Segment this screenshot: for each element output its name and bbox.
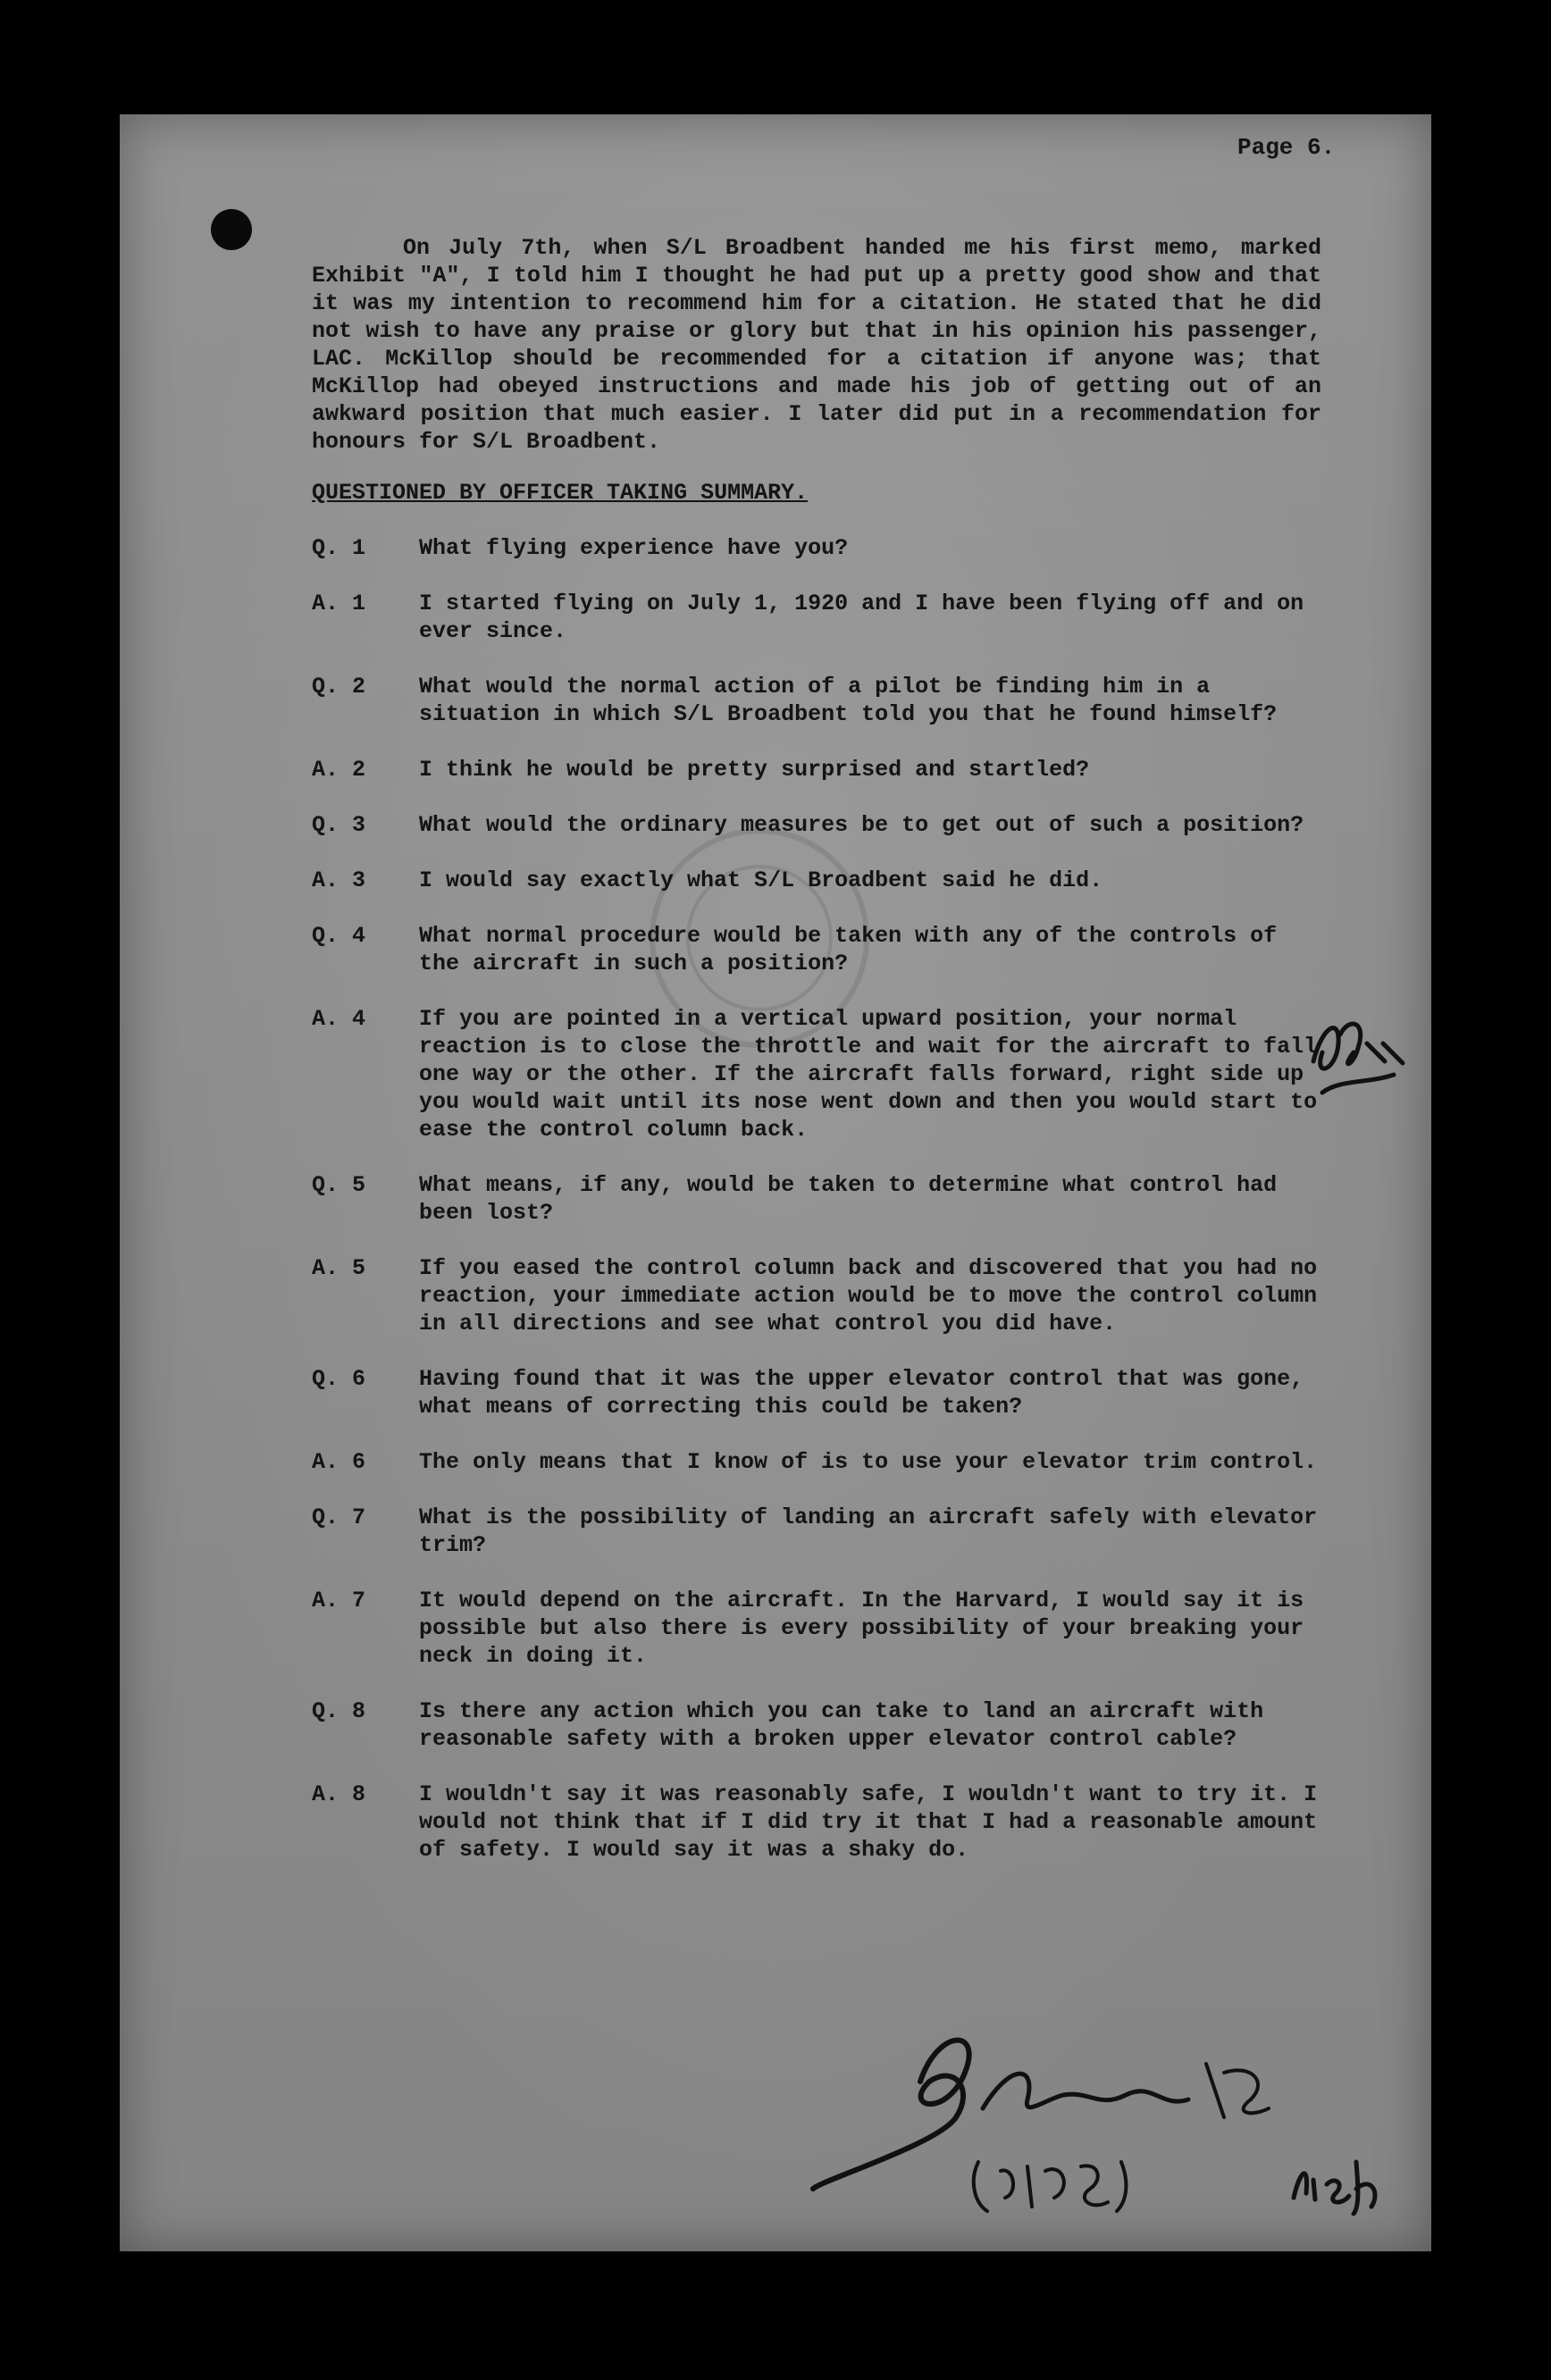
qa-label: Q. 3: [312, 812, 366, 838]
qa-item: [312, 1365, 1321, 1420]
qa-label: Q. 5: [312, 1172, 366, 1198]
qa-item: [312, 1697, 1321, 1753]
qa-label: Q. 2: [312, 674, 366, 700]
qa-text: The only means that I know of is to use your elevator trim control.: [419, 1449, 1318, 1475]
qa-item: [312, 1781, 1321, 1864]
qa-label: Q. 7: [312, 1504, 366, 1530]
corner-initials-mark: [1287, 2144, 1394, 2216]
qa-item: [312, 922, 1321, 977]
qa-text: What normal procedure would be taken with any of the controls of the aircraft in such a position?: [419, 923, 1278, 976]
qa-label: A. 8: [312, 1781, 366, 1807]
qa-text: I would say exactly what S/L Broadbent said he did.: [419, 867, 1103, 893]
qa-item: [312, 1504, 1321, 1559]
qa-label: A. 2: [312, 757, 366, 783]
qa-text: It would depend on the aircraft. In the Harvard, I would say it is possible but also there is every possibility of your breaking your neck in doing it.: [419, 1588, 1304, 1669]
qa-text: If you eased the control column back and discovered that you had no reaction, your immediate action would be to move the control column in all directions and see what control you did have.: [419, 1255, 1318, 1337]
qa-text: Having found that it was the upper elevator control that was gone, what means of correcting this could be taken?: [419, 1366, 1304, 1420]
qa-text: If you are pointed in a vertical upward position, your normal reaction is to close the throttle and wait for the aircraft to fall one way or the other. If the aircraft falls forward, right side up you would wait until its nose went down and then you would start to ease the control column back.: [419, 1006, 1318, 1143]
qa-label: A. 5: [312, 1255, 366, 1281]
margin-initials-signature: [1304, 1008, 1421, 1106]
qa-label: A. 1: [312, 591, 366, 616]
qa-text: What would the ordinary measures be to get out of such a position?: [419, 812, 1304, 838]
qa-item: [312, 867, 1321, 894]
qa-text: I wouldn't say it was reasonably safe, I wouldn't want to try it. I would not think that if I did try it that I had a reasonable amount of safety. I would say it was a shaky do.: [419, 1781, 1318, 1863]
qa-text: What flying experience have you?: [419, 535, 849, 561]
qa-label: A. 7: [312, 1588, 366, 1613]
section-heading: QUESTIONED BY OFFICER TAKING SUMMARY.: [312, 480, 809, 506]
qa-text: I think he would be pretty surprised and startled?: [419, 757, 1090, 783]
qa-label: Q. 1: [312, 535, 366, 561]
qa-text: Is there any action which you can take to land an aircraft with reasonable safety with a broken upper elevator control cable?: [419, 1698, 1264, 1752]
qa-item: [312, 1171, 1321, 1227]
qa-text: What is the possibility of landing an aircraft safely with elevator trim?: [419, 1504, 1318, 1558]
qa-label: A. 6: [312, 1449, 366, 1475]
document-body: [312, 234, 1321, 1864]
punch-hole: [211, 209, 252, 250]
qa-text: What would the normal action of a pilot be finding him in a situation in which S/L Broadbent told you that he found himself?: [419, 674, 1278, 727]
qa-item: [312, 1005, 1321, 1144]
qa-label: Q. 8: [312, 1698, 366, 1724]
qa-item: [312, 1587, 1321, 1670]
qa-item: [312, 1254, 1321, 1337]
handwritten-signature: [804, 2010, 1304, 2225]
qa-text: What means, if any, would be taken to determine what control had been lost?: [419, 1172, 1278, 1226]
qa-item: [312, 590, 1321, 645]
intro-paragraph: On July 7th, when S/L Broadbent handed me his first memo, marked Exhibit "A", I told him I thought he had put up a pretty good show and that it was my intention to recommend him for a citation. He stated that he did not wish to have any praise or glory but that in his opinion his passenger, LAC. McKillop should be recommended for a citation if anyone was; that McKillop had obeyed instructions and made his job of getting out of an awkward position that much easier. I later did put in a recommendation for honours for S/L Broadbent.: [312, 235, 1321, 455]
qa-label: Q. 6: [312, 1366, 366, 1392]
qa-text: I started flying on July 1, 1920 and I have been flying off and on ever since.: [419, 591, 1304, 644]
qa-label: A. 4: [312, 1006, 366, 1032]
qa-item: [312, 756, 1321, 784]
qa-item: [312, 811, 1321, 839]
qa-label: Q. 4: [312, 923, 366, 949]
qa-item: [312, 534, 1321, 562]
qa-label: A. 3: [312, 867, 366, 893]
qa-item: [312, 1448, 1321, 1476]
page-number: Page 6.: [1237, 134, 1336, 161]
qa-item: [312, 673, 1321, 728]
